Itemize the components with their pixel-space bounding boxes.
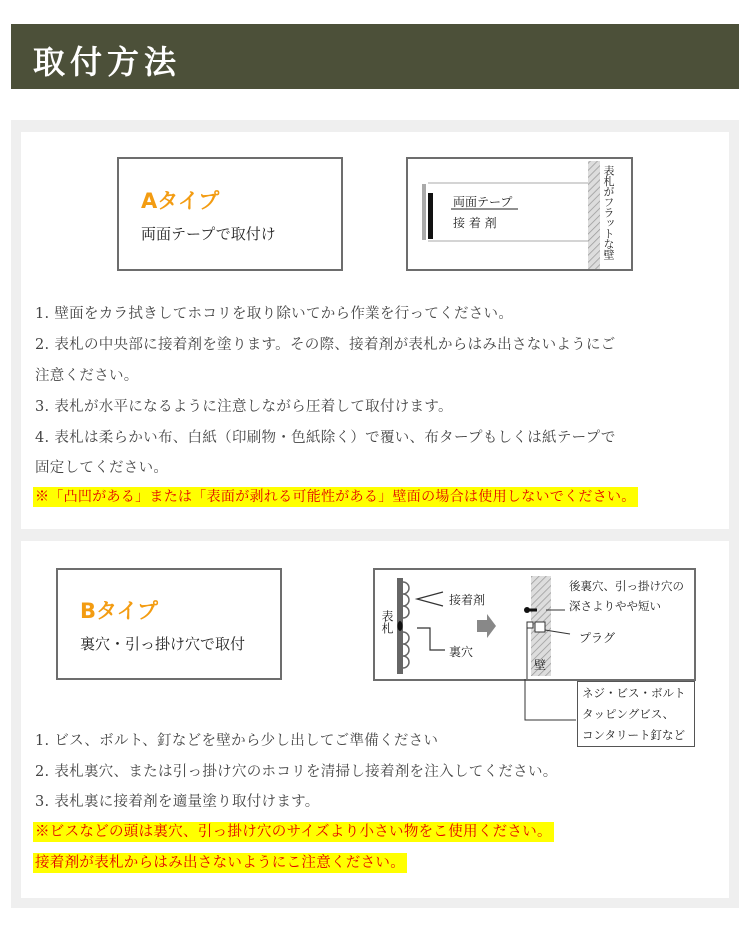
type-a-subtitle: 両面テープで取付け	[141, 225, 276, 243]
screw-callout-line	[520, 679, 580, 729]
wall-label: 表札がフラットな壁	[602, 165, 615, 260]
type-b-warning-1	[33, 820, 554, 841]
type-a-step-4-cont: 固定してください。	[35, 460, 169, 476]
page-title: 取付方法	[33, 43, 182, 81]
type-a-box	[117, 157, 343, 271]
type-b-title: Bタイプ	[80, 599, 158, 623]
type-a-step-2-cont: 注意ください。	[35, 368, 139, 384]
depth-note-1: 後裏穴、引っ掛け穴の	[569, 579, 684, 593]
type-a-step-4: 4. 表札は柔らかい布、白紙（印刷物・色紙除く）で覆い、布タープもしくは紙テープで	[35, 430, 616, 446]
type-b-warning-2	[33, 851, 407, 872]
type-b-step-3: 3. 表札裏に接着剤を適量塗り取付けます。	[35, 794, 320, 810]
screw-label-3: コンタリート釘など	[582, 728, 686, 742]
type-a-warning	[33, 486, 638, 506]
wall-label-b: 壁	[534, 658, 547, 672]
depth-note-2: 深さよりやや短い	[569, 599, 661, 613]
type-b-subtitle: 裏穴・引っ掛け穴で取付	[80, 635, 246, 653]
section-header	[11, 24, 739, 89]
plug-label: プラグ	[579, 631, 616, 645]
type-a-step-3: 3. 表札が水平になるように注意しながら圧着して取付けます。	[35, 399, 453, 415]
type-a-title: Aタイプ	[141, 189, 220, 213]
screw-label-1: ネジ・ビス・ボルト	[582, 686, 686, 700]
type-b-warning-1-text: ※ビスなどの頭は裏穴、引っ掛け穴のサイズより小さい物をこ使用ください。	[35, 824, 552, 840]
type-a-diagram-drawing	[408, 159, 633, 271]
back-hole-label: 裏穴	[449, 645, 474, 659]
type-a-step-1: 1. 壁面をカラ拭きしてホコリを取り除いてから作業を行ってください。	[35, 306, 514, 322]
adhesive-label: 接 着 剤	[453, 216, 497, 230]
type-a-warning-text: ※「凸凹がある」または「表面が剥れる可能性がある」壁面の場合は使用しないでください。	[35, 489, 636, 505]
type-b-step-1: 1. ビス、ボルト、釘などを壁から少し出してご準備ください	[35, 733, 439, 749]
type-a-step-2: 2. 表札の中央部に接着剤を塗ります。その際、接着剤が表札からはみ出さないようにご	[35, 337, 616, 353]
type-b-diagram	[373, 568, 696, 681]
plate-label: 表札	[380, 610, 394, 634]
type-b-step-2: 2. 表札裏穴、または引っ掛け穴のホコリを清掃し接着剤を注入してください。	[35, 764, 558, 780]
type-a-diagram	[406, 157, 633, 271]
screw-callout-box	[577, 681, 695, 747]
adhesive-label-b: 接着剤	[449, 593, 486, 607]
tape-label: 両面テープ	[453, 195, 513, 209]
type-b-warning-2-text: 接着剤が表札からはみ出さないようにこ注意ください。	[35, 855, 405, 871]
screw-label-2: タッピングビス、	[582, 707, 675, 721]
type-b-box	[56, 568, 282, 680]
